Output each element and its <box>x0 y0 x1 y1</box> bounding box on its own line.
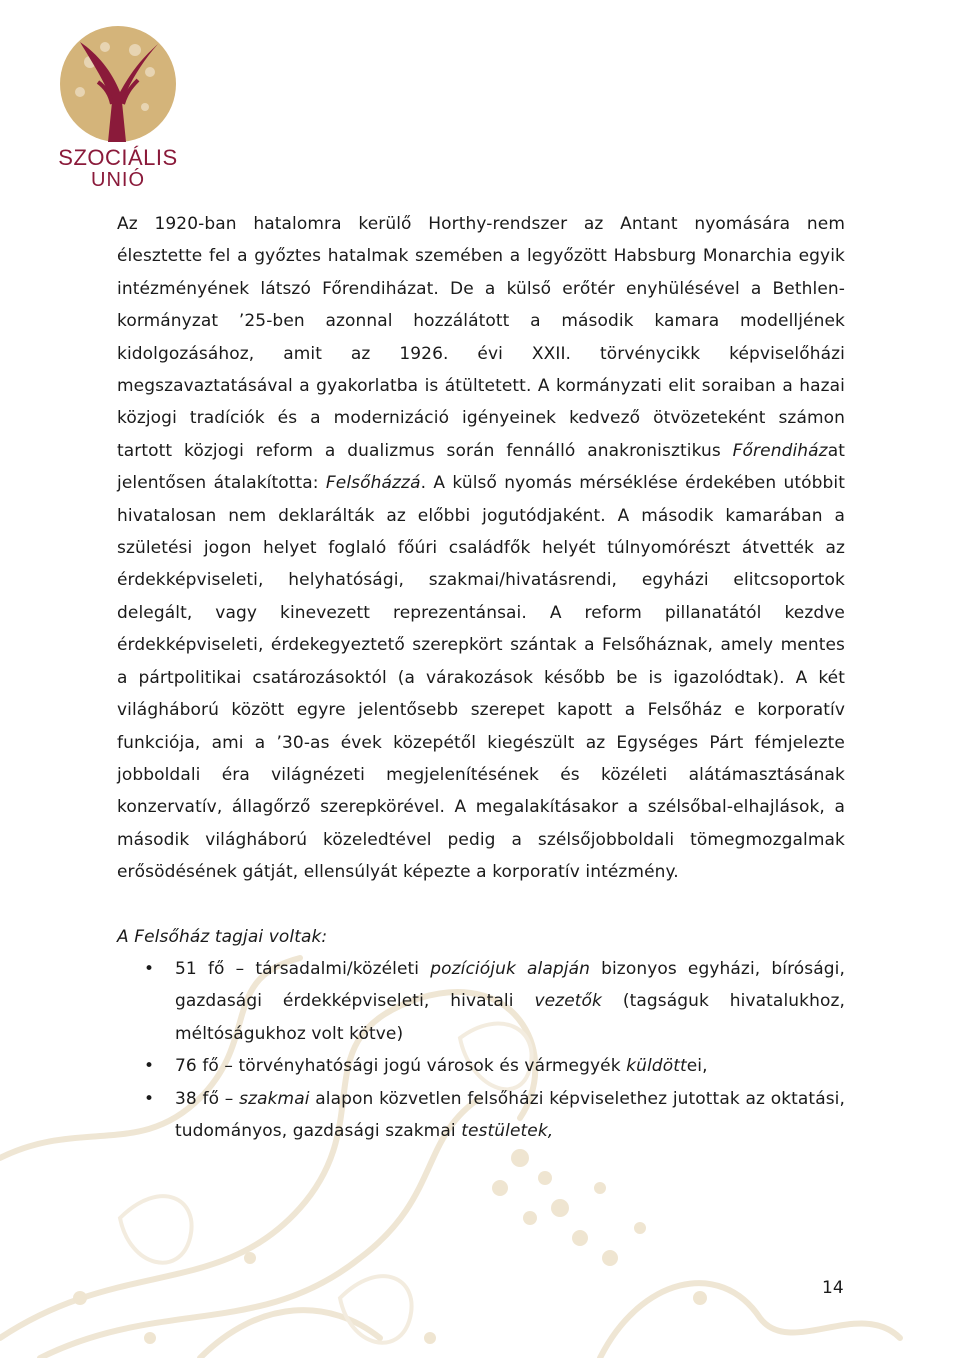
list-item: • 51 fő – társadalmi/közéleti pozíciójuk alapján bizonyos egyházi, bírósági, gazdasági érdekképviseleti, hivatali vezetők (tagságuk hivatalukhoz, méltóságukhoz volt kötve) <box>117 953 845 1050</box>
page-number: 14 <box>822 1278 844 1298</box>
body-paragraph: Az 1920-ban hatalomra kerülő Horthy-rendszer az Antant nyomására nem élesztette fel a győztes hatalmak szemében a legyőzött Habsburg Monarchia egyik intézményének látszó Főrendiházat. De a külső erőtér enyhülésével a Bethlen-kormányzat ’25-ben azonnal hozzálátott a második kamara modelljének kidolgozásához, amit az 1926. évi XXII. törvénycikk képviselőházi megszavaztatásával a gyakorlatba is átültetett. A kormányzati elit soraiban a hazai közjogi tradíciók és a modernizáció igényeinek kedvező ötvözeteként számon tartott közjogi reform a dualizmus során fennálló anakronisztikus Főrendiházat jelentősen átalakította: Felsőházzá. A külső nyomás mérséklése érdekében utóbbit hivatalosan nem deklarálták az előbbi jogutódjaként. A második kamarában a születési jogon helyet foglaló főúri családfők helyét túlnyomórészt átvették az érdekképviseleti, helyhatósági, szakmai/hivatásrendi, egyházi elitcsoportok delegált, vagy kinevezett reprezentánsai. A reform pillanatától kezdve érdekképviseleti, érdekegyeztető szerepkört szántak a Felsőháznak, amely mentes a pártpolitikai csatározásoktól (a várakozások később be is igazolódtak). A két világháború között egyre jelentősebb szerepet kapott a Felsőház e korporatív funkciója, ami a ’30-as évek közepétől kiegészült az Egységes Párt fémjelezte jobboldali éra világnézeti megjelenítésének és közéleti alátámasztásának konzervatív, állagőrző szerepkörével. A megalakításakor a szélsőbal-elhajlások, a második világháború közeledtével pedig a szélsőjobboldali tömegmozgalmak erősödésének gátját, ellensúlyát képezte a korporatív intézmény. <box>117 214 845 883</box>
list-item: • 38 fő – szakmai alapon közvetlen felsőházi képviselethez jutottak az oktatási, tudományos, gazdasági szakmai testületek, <box>117 1083 845 1148</box>
members-list <box>117 953 845 1147</box>
logo-text <box>58 147 178 191</box>
document-body <box>117 208 845 1147</box>
logo-line1: SZOCIÁLIS <box>58 145 178 170</box>
members-heading: A Felsőház tagjai voltak: <box>117 926 328 947</box>
bullet-icon: • <box>144 1088 155 1109</box>
bullet-icon: • <box>144 958 155 979</box>
list-item: • 76 fő – törvényhatósági jogú városok és vármegyék küldöttei, <box>117 1050 845 1082</box>
bullet-icon: • <box>144 1056 155 1077</box>
logo-line2: UNIÓ <box>91 169 145 191</box>
